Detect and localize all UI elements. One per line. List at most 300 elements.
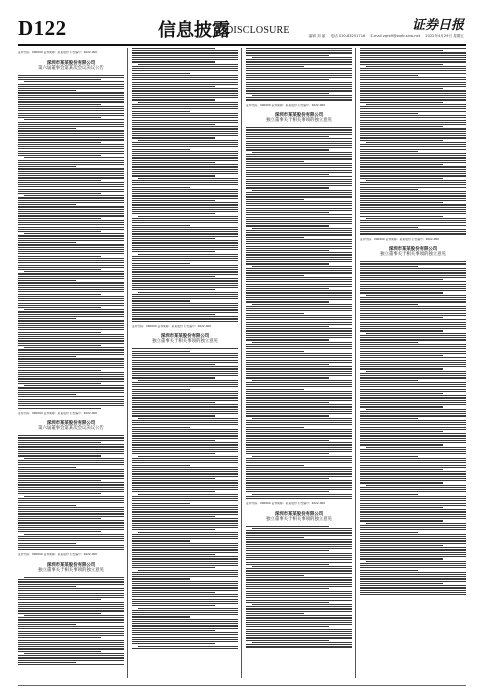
text-line xyxy=(132,386,238,387)
text-line xyxy=(132,525,238,526)
text-line xyxy=(132,460,238,461)
text-line xyxy=(360,225,466,226)
text-line xyxy=(132,164,238,165)
text-line xyxy=(360,79,466,80)
text-line xyxy=(360,498,466,499)
text-line xyxy=(246,179,352,180)
text-line xyxy=(360,61,466,62)
text-line xyxy=(132,395,238,396)
text-line xyxy=(18,104,101,105)
text-line xyxy=(18,500,124,501)
text-line xyxy=(360,473,466,474)
text-line xyxy=(252,95,352,96)
text-line xyxy=(132,605,215,606)
text-line xyxy=(132,465,190,466)
notice-heading xyxy=(360,247,466,257)
text-line xyxy=(132,204,238,205)
text-line xyxy=(360,525,466,526)
text-line xyxy=(132,269,238,270)
text-line xyxy=(18,160,124,161)
text-line xyxy=(360,149,466,150)
text-line xyxy=(132,124,215,125)
text-line xyxy=(246,154,352,155)
text-line xyxy=(246,548,352,549)
text-line xyxy=(132,120,238,121)
text-line xyxy=(18,646,124,647)
text-line xyxy=(360,233,466,234)
text-line xyxy=(132,552,238,553)
text-line xyxy=(132,61,215,62)
text-line xyxy=(18,113,124,114)
text-line xyxy=(246,544,352,545)
text-line xyxy=(18,311,124,312)
text-line xyxy=(18,88,124,89)
text-line xyxy=(360,505,466,506)
text-line xyxy=(18,222,124,223)
text-line xyxy=(132,578,190,579)
text-line xyxy=(360,574,466,575)
text-line xyxy=(18,329,124,330)
text-line xyxy=(138,418,238,419)
text-line xyxy=(18,253,124,254)
text-line xyxy=(18,644,124,645)
text-line xyxy=(360,536,466,537)
text-line xyxy=(360,70,466,71)
text-line xyxy=(132,256,238,257)
text-line xyxy=(360,286,466,287)
text-line xyxy=(246,208,352,209)
text-line xyxy=(360,337,466,338)
text-line xyxy=(18,374,124,375)
text-line xyxy=(246,339,329,340)
column-4 xyxy=(360,48,466,678)
text-line xyxy=(18,307,101,308)
text-line xyxy=(360,460,466,461)
text-line xyxy=(360,106,466,107)
text-line xyxy=(246,473,352,474)
text-line xyxy=(132,360,238,361)
text-line xyxy=(18,84,124,85)
text-line xyxy=(246,254,352,255)
text-line xyxy=(18,340,124,341)
text-line xyxy=(132,518,238,519)
text-line xyxy=(246,68,352,69)
text-line xyxy=(246,143,352,144)
text-line xyxy=(132,263,190,264)
text-line xyxy=(132,523,238,524)
text-line xyxy=(18,287,124,288)
text-line xyxy=(18,637,101,638)
text-line xyxy=(246,147,352,148)
text-line xyxy=(132,585,238,586)
text-line xyxy=(18,619,124,620)
text-line xyxy=(132,97,238,98)
text-line xyxy=(18,79,101,80)
text-line xyxy=(132,218,238,219)
text-line xyxy=(132,231,238,232)
text-line xyxy=(132,473,238,474)
text-line xyxy=(246,223,352,224)
text-line xyxy=(132,491,215,492)
text-line xyxy=(138,102,238,103)
text-line xyxy=(132,458,238,459)
text-line xyxy=(132,202,238,203)
text-line xyxy=(138,64,238,65)
text-line xyxy=(18,294,101,295)
text-line xyxy=(246,480,352,481)
text-line xyxy=(132,247,238,248)
text-line xyxy=(246,555,352,556)
text-line xyxy=(132,404,238,405)
text-line xyxy=(246,86,352,87)
text-line xyxy=(18,142,101,143)
text-line xyxy=(246,584,352,585)
text-line xyxy=(18,484,124,485)
text-line xyxy=(132,225,190,226)
text-line xyxy=(132,353,238,354)
text-line xyxy=(132,283,238,284)
text-line xyxy=(132,55,238,56)
text-line xyxy=(132,507,238,508)
text-line xyxy=(18,593,124,594)
text-line xyxy=(132,364,215,365)
notice-title: 独立董事关于相关事项的独立意见 xyxy=(266,516,332,522)
text-line xyxy=(132,625,238,626)
text-line xyxy=(132,48,215,49)
text-line xyxy=(132,487,238,488)
text-line xyxy=(246,214,352,215)
text-line xyxy=(246,310,352,311)
text-line xyxy=(18,256,101,257)
text-line xyxy=(18,522,124,523)
text-line xyxy=(360,514,466,515)
text-line xyxy=(18,597,124,598)
text-line xyxy=(132,516,215,517)
notice-company: 深圳市某某股份有限公司 xyxy=(46,562,96,568)
text-line xyxy=(252,494,352,495)
text-line xyxy=(18,498,124,499)
text-line xyxy=(132,200,215,201)
text-line xyxy=(246,535,352,536)
text-line xyxy=(132,207,238,208)
text-line xyxy=(132,509,238,510)
text-line xyxy=(138,456,238,457)
text-line xyxy=(360,382,466,383)
text-line xyxy=(246,482,352,483)
text-line xyxy=(360,99,466,100)
text-line xyxy=(246,268,352,269)
text-line xyxy=(360,102,443,103)
text-line xyxy=(18,610,124,611)
text-line xyxy=(366,485,466,486)
text-line xyxy=(18,139,124,140)
notice-company: 深圳市某某股份有限公司 xyxy=(46,60,96,66)
masthead-rule xyxy=(18,44,466,46)
text-line xyxy=(18,480,101,481)
text-line xyxy=(132,131,238,132)
text-line xyxy=(246,174,329,175)
text-line xyxy=(246,366,352,367)
text-line xyxy=(132,175,215,176)
text-line xyxy=(18,278,124,279)
text-line xyxy=(246,617,352,618)
text-line xyxy=(360,178,443,179)
text-line xyxy=(132,213,215,214)
text-line xyxy=(246,537,304,538)
text-line xyxy=(366,561,466,562)
text-line xyxy=(18,487,124,488)
text-line xyxy=(246,462,352,463)
text-line xyxy=(360,353,466,354)
meta-email: E-mail zqrb9@zqrb.sina.net xyxy=(370,34,421,38)
text-line xyxy=(360,543,466,544)
text-line xyxy=(18,387,124,388)
text-line xyxy=(246,52,352,53)
text-line xyxy=(360,55,466,56)
text-line xyxy=(246,250,329,251)
text-line xyxy=(18,361,124,362)
text-line xyxy=(246,498,352,499)
text-line xyxy=(24,615,124,616)
text-line xyxy=(18,343,124,344)
text-line xyxy=(132,126,238,127)
text-line xyxy=(360,373,466,374)
text-line xyxy=(18,642,124,643)
text-line xyxy=(246,275,304,276)
text-line xyxy=(246,496,352,497)
text-line xyxy=(132,146,238,147)
text-line xyxy=(18,193,101,194)
text-line xyxy=(24,157,124,158)
text-line xyxy=(132,99,215,100)
text-line xyxy=(360,330,443,331)
text-line xyxy=(246,299,352,300)
text-line xyxy=(246,219,352,220)
text-line xyxy=(246,593,352,594)
text-line xyxy=(360,191,466,192)
text-line xyxy=(18,164,124,165)
text-line xyxy=(360,339,466,340)
text-line xyxy=(246,489,352,490)
text-line xyxy=(246,624,352,625)
text-line xyxy=(18,240,124,241)
text-line xyxy=(366,333,466,334)
text-line xyxy=(18,505,76,506)
text-line xyxy=(132,258,238,259)
text-line xyxy=(246,433,352,434)
meta-date: 2022年4月29日 星期五 xyxy=(425,34,464,38)
text-line xyxy=(132,227,238,228)
text-line xyxy=(18,356,76,357)
text-line xyxy=(246,279,352,280)
text-line xyxy=(360,231,466,232)
text-line xyxy=(246,368,352,369)
text-line xyxy=(132,166,238,167)
text-line xyxy=(132,540,190,541)
text-line xyxy=(246,444,352,445)
text-line xyxy=(360,204,466,205)
text-line xyxy=(360,404,466,405)
text-line xyxy=(246,145,352,146)
text-line xyxy=(360,503,466,504)
text-line xyxy=(246,243,352,244)
text-line xyxy=(246,230,352,231)
text-line xyxy=(132,411,238,412)
text-line xyxy=(360,453,466,454)
text-line xyxy=(360,567,466,568)
text-line xyxy=(246,156,352,157)
notice-heading xyxy=(132,334,238,344)
text-line xyxy=(132,599,238,600)
text-line xyxy=(18,110,124,111)
text-line xyxy=(360,411,466,412)
text-line xyxy=(360,576,466,577)
securities-code-line: 证券代码：000000 证券简称：某某股份 公告编号：2022-000 xyxy=(18,51,98,54)
text-line xyxy=(132,209,238,210)
text-line xyxy=(360,157,466,158)
text-line xyxy=(246,61,352,62)
text-line xyxy=(246,637,352,638)
text-line xyxy=(360,135,466,136)
text-line xyxy=(132,137,215,138)
text-line xyxy=(18,249,124,250)
text-line xyxy=(132,616,190,617)
text-line xyxy=(138,532,238,533)
text-line xyxy=(246,573,352,574)
text-line xyxy=(18,218,101,219)
text-line xyxy=(246,478,329,479)
text-line xyxy=(360,84,466,85)
text-line xyxy=(132,59,238,60)
text-line xyxy=(18,491,124,492)
text-line xyxy=(132,238,215,239)
text-line xyxy=(18,475,124,476)
text-line xyxy=(360,151,418,152)
text-line xyxy=(246,165,352,166)
text-line xyxy=(246,626,329,627)
text-line xyxy=(360,64,443,65)
text-line xyxy=(24,271,124,272)
text-line xyxy=(246,355,352,356)
text-line xyxy=(246,532,352,533)
text-line xyxy=(360,509,466,510)
text-line xyxy=(246,577,352,578)
text-line xyxy=(132,643,215,644)
text-line xyxy=(246,333,352,334)
text-line xyxy=(132,104,238,105)
text-line xyxy=(18,338,124,339)
text-line xyxy=(132,298,238,299)
text-line xyxy=(360,377,466,378)
text-line xyxy=(360,433,466,434)
notice-heading xyxy=(246,512,352,522)
text-line xyxy=(132,648,238,649)
text-line xyxy=(132,554,215,555)
text-line xyxy=(132,471,238,472)
text-line xyxy=(360,554,466,555)
text-line xyxy=(132,189,238,190)
text-line xyxy=(132,628,238,629)
text-line xyxy=(18,628,124,629)
text-line xyxy=(132,86,215,87)
text-line xyxy=(252,528,352,529)
text-line xyxy=(132,155,238,156)
text-line xyxy=(246,422,352,423)
text-line xyxy=(18,325,124,326)
text-line xyxy=(18,405,124,406)
text-line xyxy=(132,545,238,546)
text-line xyxy=(18,493,101,494)
text-line xyxy=(132,240,238,241)
notice-company: 深圳市某某股份有限公司 xyxy=(46,421,96,427)
text-line xyxy=(246,429,352,430)
text-line xyxy=(18,606,124,607)
text-line xyxy=(138,216,238,217)
text-line xyxy=(18,320,124,321)
text-line xyxy=(18,95,124,96)
text-line xyxy=(246,646,352,647)
text-line xyxy=(132,233,238,234)
column-1 xyxy=(18,48,128,678)
text-line xyxy=(132,95,238,96)
text-line xyxy=(360,538,466,539)
text-line xyxy=(132,115,238,116)
notice-company: 深圳市某某股份有限公司 xyxy=(388,247,438,253)
text-line xyxy=(252,304,352,305)
text-line xyxy=(132,556,238,557)
text-line xyxy=(132,409,238,410)
text-line xyxy=(132,294,238,295)
text-line xyxy=(132,485,238,486)
text-line xyxy=(132,300,190,301)
text-line xyxy=(18,408,101,409)
text-line xyxy=(18,664,124,665)
text-line xyxy=(18,657,124,658)
text-line xyxy=(360,424,466,425)
text-line xyxy=(18,175,124,176)
text-line xyxy=(246,371,352,372)
text-line xyxy=(246,400,352,401)
text-line xyxy=(246,442,352,443)
text-line xyxy=(360,288,466,289)
text-line xyxy=(360,431,443,432)
text-line xyxy=(18,383,101,384)
text-line xyxy=(246,324,352,325)
text-line xyxy=(132,173,238,174)
text-line xyxy=(246,88,352,89)
text-line xyxy=(246,239,352,240)
text-line xyxy=(246,404,352,405)
text-line xyxy=(132,160,238,161)
text-line xyxy=(132,309,238,310)
text-line xyxy=(246,608,352,609)
text-line xyxy=(360,281,466,282)
text-line xyxy=(246,134,352,135)
text-line xyxy=(360,545,443,546)
text-line xyxy=(360,279,443,280)
text-line xyxy=(366,142,466,143)
text-line xyxy=(360,380,418,381)
text-line xyxy=(18,242,76,243)
text-line xyxy=(360,268,466,269)
text-line xyxy=(246,465,304,466)
text-line xyxy=(18,314,124,315)
text-line xyxy=(246,199,304,200)
text-line xyxy=(246,640,329,641)
text-line xyxy=(246,50,352,51)
text-line xyxy=(360,393,443,394)
text-line xyxy=(132,561,238,562)
